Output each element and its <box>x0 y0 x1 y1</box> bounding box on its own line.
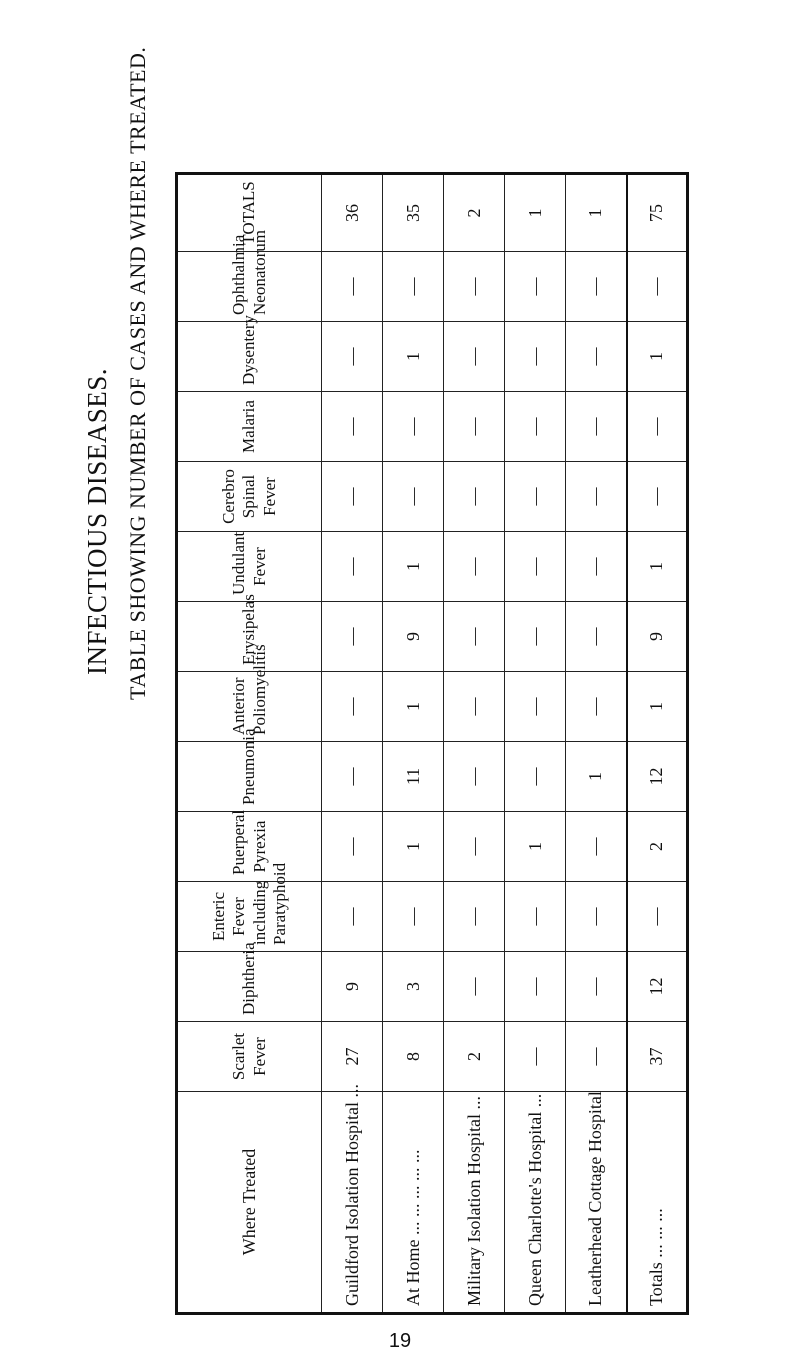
cell-value: — <box>627 392 688 462</box>
cell-value: — <box>322 882 383 952</box>
cell-value: 1 <box>566 742 627 812</box>
cell-value: — <box>444 252 505 322</box>
cell-value: — <box>566 602 627 672</box>
cell-value: — <box>627 252 688 322</box>
cell-value: 2 <box>444 1022 505 1092</box>
header-disease: Ophthalmia Neonatorum <box>177 252 322 322</box>
cell-value: — <box>505 322 566 392</box>
cell-value: 1 <box>383 322 444 392</box>
cell-value: — <box>505 742 566 812</box>
cell-value: 1 <box>383 532 444 602</box>
cell-value: — <box>383 392 444 462</box>
cell-value: — <box>444 532 505 602</box>
cell-value: — <box>322 602 383 672</box>
cell-value: — <box>322 742 383 812</box>
header-disease: Cerebro Spinal Fever <box>177 462 322 532</box>
cell-value: 1 <box>627 532 688 602</box>
header-totals: TOTALS <box>177 174 322 252</box>
cell-total: 1 <box>566 174 627 252</box>
table-body <box>322 174 688 1314</box>
cell-value: — <box>322 462 383 532</box>
cell-value: — <box>444 462 505 532</box>
cell-value: — <box>444 812 505 882</box>
cell-value: — <box>444 602 505 672</box>
cell-value: — <box>444 392 505 462</box>
row-place: At Home ... ... ... ... ... <box>383 1092 444 1314</box>
row-place: Leatherhead Cottage Hospital <box>566 1092 627 1314</box>
cell-value: — <box>322 672 383 742</box>
header-disease: Enteric Fever including Paratyphoid <box>177 882 322 952</box>
cell-value: — <box>383 252 444 322</box>
cell-value: — <box>322 812 383 882</box>
cell-total: 75 <box>627 174 688 252</box>
table-row <box>383 174 444 1314</box>
cell-total: 36 <box>322 174 383 252</box>
header-disease: Undulant Fever <box>177 532 322 602</box>
cell-value: — <box>322 322 383 392</box>
cell-value: — <box>505 672 566 742</box>
header-disease: Dysentery <box>177 322 322 392</box>
table-row <box>444 174 505 1314</box>
cell-value: 9 <box>627 602 688 672</box>
cell-value: — <box>505 602 566 672</box>
cell-value: — <box>505 882 566 952</box>
cell-value: — <box>322 392 383 462</box>
cell-value: 8 <box>383 1022 444 1092</box>
cell-value: 27 <box>322 1022 383 1092</box>
cell-value: — <box>505 392 566 462</box>
row-place: Guildford Isolation Hospital ... <box>322 1092 383 1314</box>
cell-value: — <box>566 252 627 322</box>
cell-value: — <box>505 252 566 322</box>
cell-value: — <box>566 462 627 532</box>
row-place: Queen Charlotte's Hospital ... <box>505 1092 566 1314</box>
cell-value: 1 <box>505 812 566 882</box>
totals-label: Totals ... ... ... <box>627 1092 688 1314</box>
cell-value: — <box>444 322 505 392</box>
cell-value: 1 <box>627 322 688 392</box>
cell-value: 9 <box>383 602 444 672</box>
header-where-treated: Where Treated <box>177 1092 322 1314</box>
table-row <box>505 174 566 1314</box>
cell-value: — <box>505 1022 566 1092</box>
cell-value: 1 <box>383 812 444 882</box>
cell-value: 2 <box>627 812 688 882</box>
cell-value: — <box>444 672 505 742</box>
page-subtitle: TABLE SHOWING NUMBER OF CASES AND WHERE TREATED. <box>125 46 150 700</box>
cell-value: — <box>444 742 505 812</box>
cell-value: 11 <box>383 742 444 812</box>
page-title-block <box>70 0 180 1372</box>
cell-value: — <box>505 952 566 1022</box>
cell-value: 12 <box>627 742 688 812</box>
cell-value: — <box>505 462 566 532</box>
cell-value: 9 <box>322 952 383 1022</box>
cell-value: — <box>566 672 627 742</box>
cell-value: — <box>566 952 627 1022</box>
cases-table <box>175 172 689 1315</box>
header-disease: Erysipelas <box>177 602 322 672</box>
header-disease: Puerperal Pyrexia <box>177 812 322 882</box>
cell-value: — <box>566 812 627 882</box>
cell-value: — <box>627 882 688 952</box>
cases-table-container <box>175 175 667 1315</box>
cell-value: — <box>444 882 505 952</box>
cell-value: — <box>566 1022 627 1092</box>
header-disease: Diphtheria <box>177 952 322 1022</box>
header-disease: Scarlet Fever <box>177 1022 322 1092</box>
cell-total: 1 <box>505 174 566 252</box>
cell-value: — <box>444 952 505 1022</box>
cell-value: — <box>322 532 383 602</box>
cell-value: — <box>383 882 444 952</box>
header-disease: Anterior Poliomyelitis <box>177 672 322 742</box>
cell-total: 35 <box>383 174 444 252</box>
cell-value: 12 <box>627 952 688 1022</box>
table-row <box>566 174 627 1314</box>
cell-value: — <box>627 462 688 532</box>
table-row <box>322 174 383 1314</box>
header-disease: Malaria <box>177 392 322 462</box>
cell-value: — <box>566 882 627 952</box>
cell-value: — <box>566 532 627 602</box>
cell-value: — <box>322 252 383 322</box>
cell-value: 3 <box>383 952 444 1022</box>
table-header-row <box>177 174 322 1314</box>
row-place: Military Isolation Hospital ... <box>444 1092 505 1314</box>
cell-value: 37 <box>627 1022 688 1092</box>
header-disease: Pneumonia <box>177 742 322 812</box>
cell-value: 1 <box>383 672 444 742</box>
cell-value: — <box>505 532 566 602</box>
cell-value: — <box>383 462 444 532</box>
page-title: INFECTIOUS DISEASES. <box>82 367 112 675</box>
cell-value: — <box>566 392 627 462</box>
cell-total: 2 <box>444 174 505 252</box>
page-number: 19 <box>388 1330 412 1352</box>
totals-row <box>627 174 688 1314</box>
cell-value: — <box>566 322 627 392</box>
cell-value: 1 <box>627 672 688 742</box>
